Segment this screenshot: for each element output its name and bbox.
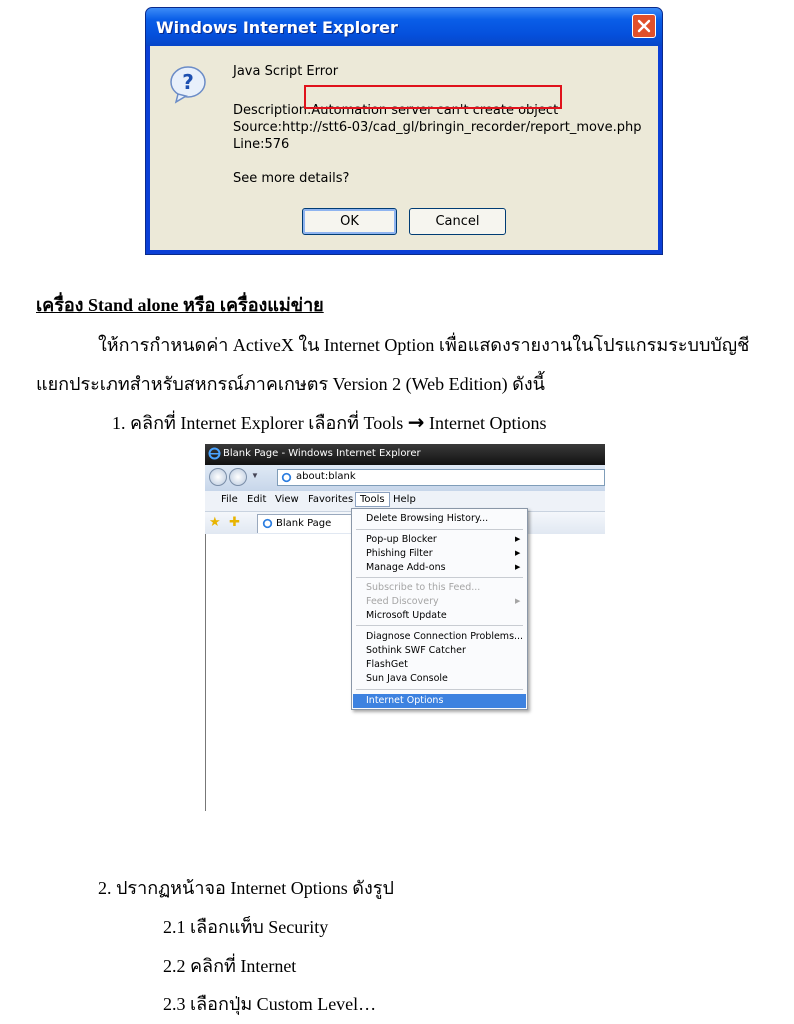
- address-input[interactable]: [277, 469, 605, 486]
- error-source: Source:http://stt6-03/cad_gl/bringin_recorder/report_move.php: [233, 120, 642, 135]
- tab-ie-icon: [262, 518, 273, 529]
- menu-item-feed-discovery: Feed Discovery: [366, 596, 439, 607]
- menu-favorites[interactable]: Favorites: [308, 494, 354, 505]
- dialog-body: [150, 46, 658, 250]
- tools-menu: [351, 508, 528, 710]
- menu-item-sothink[interactable]: Sothink SWF Catcher: [366, 645, 466, 656]
- dialog-title: Windows Internet Explorer: [156, 18, 398, 37]
- back-button[interactable]: [209, 468, 227, 486]
- arrow-icon: →: [407, 410, 425, 434]
- step-1: [112, 408, 547, 437]
- submenu-arrow-icon: ▶: [515, 597, 521, 605]
- step-1-text: 1. คลิกที่ Internet Explorer เลือกที่ Tools: [112, 413, 404, 433]
- step-2-1: 2.1 เลือกแท็บ Security: [163, 917, 329, 937]
- menu-item-subscribe-feed: Subscribe to this Feed...: [366, 582, 481, 593]
- menu-separator: [356, 577, 523, 578]
- step-2: 2. ปรากฏหน้าจอ Internet Options ดังรูป: [98, 878, 394, 898]
- question-icon: [168, 64, 208, 104]
- menu-item-popup-blocker[interactable]: Pop-up Blocker: [366, 534, 437, 545]
- submenu-arrow-icon: ▶: [515, 549, 521, 557]
- cancel-button[interactable]: Cancel: [409, 208, 506, 235]
- ie-logo-icon: [208, 447, 221, 460]
- step-2-2: 2.2 คลิกที่ Internet: [163, 956, 297, 976]
- step-2-3: 2.3 เลือกปุ่ม Custom Level…: [163, 994, 377, 1014]
- menu-view[interactable]: View: [275, 494, 299, 505]
- menu-separator: [356, 625, 523, 626]
- menu-item-phishing-filter[interactable]: Phishing Filter: [366, 548, 433, 559]
- ie-window-screenshot: [205, 444, 605, 811]
- see-more-details: See more details?: [233, 171, 350, 186]
- ie-window-title: Blank Page - Windows Internet Explorer: [223, 448, 421, 459]
- menu-item-internet-options-label: Internet Options: [366, 695, 444, 706]
- forward-button[interactable]: [229, 468, 247, 486]
- error-line: Line:576: [233, 137, 290, 152]
- menu-edit[interactable]: Edit: [247, 494, 267, 505]
- favorites-star-icon[interactable]: ★: [209, 514, 221, 529]
- submenu-arrow-icon: ▶: [515, 535, 521, 543]
- add-favorites-icon[interactable]: ✚: [229, 514, 240, 529]
- svg-text:?: ?: [182, 70, 194, 94]
- javascript-error-dialog: [145, 7, 663, 255]
- step-1-target: Internet Options: [429, 413, 547, 433]
- menu-item-microsoft-update[interactable]: Microsoft Update: [366, 610, 447, 621]
- tab-label: Blank Page: [276, 518, 332, 529]
- menu-item-flashget[interactable]: FlashGet: [366, 659, 408, 670]
- menu-file[interactable]: File: [221, 494, 238, 505]
- ie-titlebar: [205, 444, 605, 465]
- tab-blank-page[interactable]: [257, 514, 352, 533]
- section-heading: เครื่อง Stand alone หรือ เครื่องแม่ข่าย: [36, 295, 324, 315]
- ok-button[interactable]: OK: [302, 208, 397, 235]
- close-icon: [637, 19, 651, 33]
- paragraph-line-2: แยกประเภทสำหรับสหกรณ์ภาคเกษตร Version 2 (Web Edition) ดังนี้: [36, 374, 545, 394]
- menu-tools[interactable]: Tools: [355, 492, 390, 507]
- highlight-box: [304, 85, 562, 109]
- menu-item-delete-history[interactable]: Delete Browsing History...: [366, 513, 489, 524]
- error-heading: Java Script Error: [233, 64, 339, 79]
- paragraph-line-1: ให้การกำหนดค่า ActiveX ใน Internet Option เพื่อแสดงรายงานในโปรแกรมระบบบัญชี: [98, 335, 750, 355]
- address-text: about:blank: [296, 471, 356, 482]
- menu-item-manage-addons[interactable]: Manage Add-ons: [366, 562, 446, 573]
- dialog-titlebar: [146, 8, 662, 46]
- menu-separator: [356, 689, 523, 690]
- submenu-arrow-icon: ▶: [515, 563, 521, 571]
- dropdown-icon[interactable]: ▼: [251, 471, 259, 480]
- error-description: Description:Automation server can't create object: [233, 103, 559, 118]
- ie-address-bar: [205, 465, 605, 491]
- page-icon: [281, 472, 292, 483]
- menu-help[interactable]: Help: [393, 494, 416, 505]
- menu-item-sun-java[interactable]: Sun Java Console: [366, 673, 448, 684]
- close-button[interactable]: [632, 14, 656, 38]
- menu-item-diagnose[interactable]: Diagnose Connection Problems...: [366, 631, 524, 642]
- menu-item-internet-options[interactable]: [353, 694, 526, 708]
- menu-separator: [356, 529, 523, 530]
